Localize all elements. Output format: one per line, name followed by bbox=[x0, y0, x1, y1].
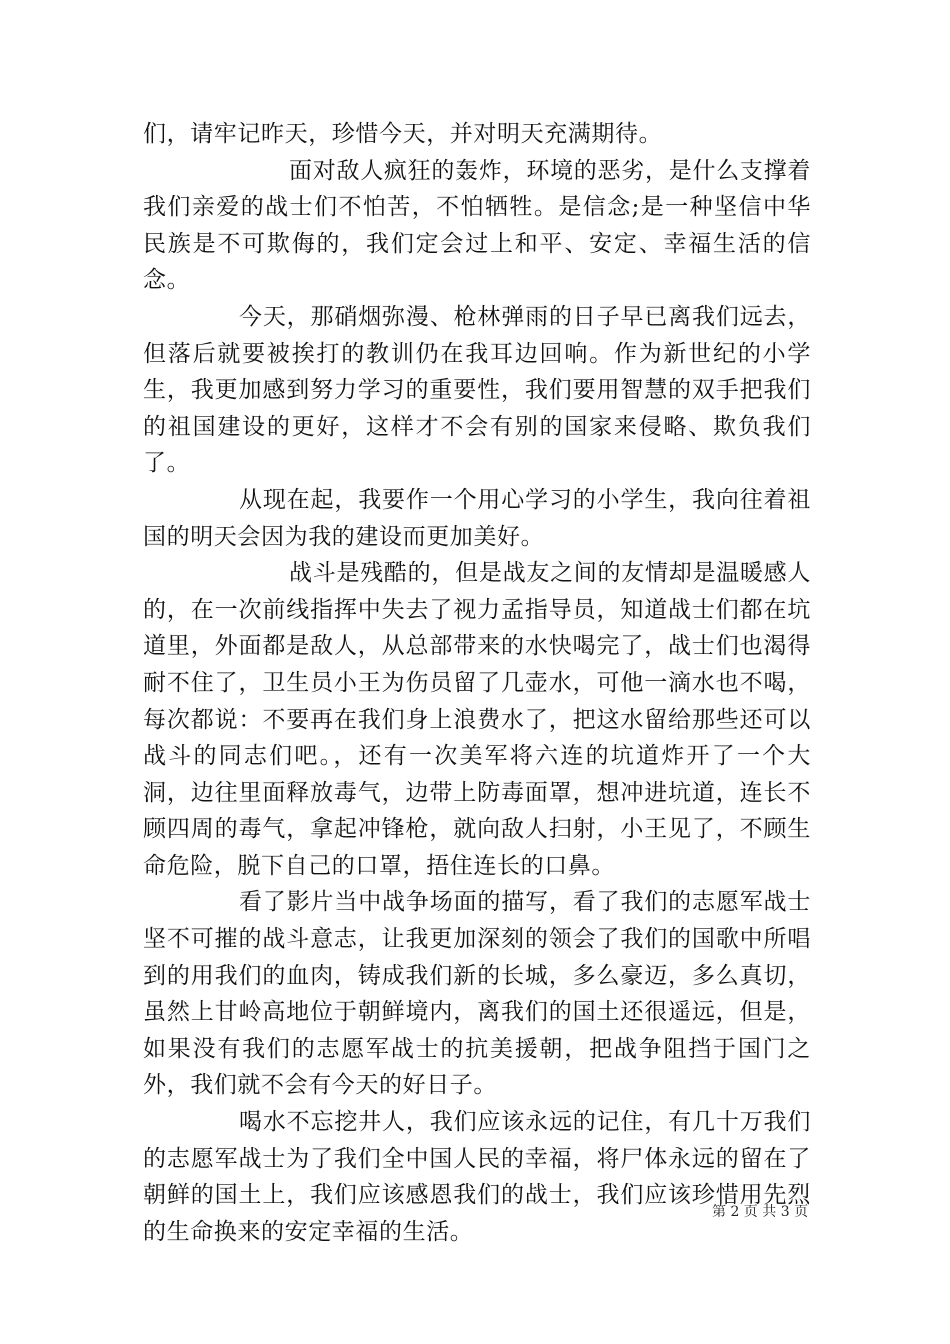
paragraph-remember: 喝水不忘挖井人，我们应该永远的记住，有几十万我们的志愿军战士为了我们全中国人民的幸福，将尸体永远的留在了朝鲜的国土上，我们应该感恩我们的战士，我们应该珍惜用先烈的生命换来的安定幸福的生活。 bbox=[143, 1109, 811, 1245]
paragraph-belief: 面对敌人疯狂的轰炸，环境的恶劣，是什么支撑着我们亲爱的战士们不怕苦，不怕牺牲。是信念;是一种坚信中华民族是不可欺侮的，我们定会过上和平、安定、幸福生活的信念。 bbox=[143, 157, 811, 294]
paragraph-film: 看了影片当中战争场面的描写，看了我们的志愿军战士坚不可摧的战斗意志，让我更加深刻的领会了我们的国歌中所唱到的用我们的血肉，铸成我们新的长城，多么豪迈，多么真切，虽然上甘岭高地位于朝鲜境内，离我们的国土还很遥远，但是，如果没有我们的志愿军战士的抗美援朝，把战争阻挡于国门之外，我们就不会有今天的好日子。 bbox=[143, 889, 811, 1099]
paragraph-battle: 战斗是残酷的，但是战友之间的友情却是温暖感人的，在一次前线指挥中失去了视力孟指导员，知道战士们都在坑道里，外面都是敌人，从总部带来的水快喝完了，战士们也渴得耐不住了，卫生员小王为伤员留了几壶水，可他一滴水也不喝，每次都说：不要再在我们身上浪费水了，把这水留给那些还可以战斗的同志们吧。，还有一次美军将六连的坑道炸开了一个大洞，边往里面释放毒气，边带上防毒面罩，想冲进坑道，连长不顾四周的毒气，拿起冲锋枪，就向敌人扫射，小王见了，不顾生命危险，脱下自己的口罩，捂住连长的口鼻。 bbox=[143, 560, 811, 879]
page-number-footer: 第 2 页 共 3 页 bbox=[712, 1204, 809, 1220]
paragraph-today: 今天，那硝烟弥漫、枪林弹雨的日子早已离我们远去，但落后就要被挨打的教训仍在我耳边回响。作为新世纪的小学生，我更加感到努力学习的重要性，我们要用智慧的双手把我们的祖国建设的更好，这样才不会有别的国家来侵略、欺负我们了。 bbox=[143, 303, 811, 477]
paragraph-from-now: 从现在起，我要作一个用心学习的小学生，我向往着祖国的明天会因为我的建设而更加美好。 bbox=[143, 486, 811, 550]
document-body bbox=[143, 116, 811, 1250]
paragraph-continuation: 们，请牢记昨天，珍惜今天，并对明天充满期待。 bbox=[143, 121, 663, 147]
